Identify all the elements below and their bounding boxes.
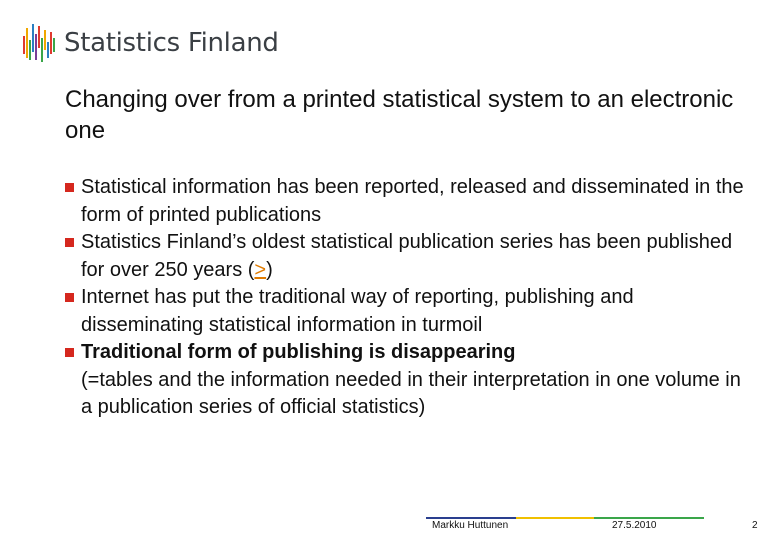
footer-date: 27.5.2010	[612, 520, 657, 531]
bullet-item	[65, 284, 755, 339]
bullet-text: Statistical information has been reported, released and disseminated in the form of printed publications	[81, 176, 744, 226]
statistics-finland-logo	[22, 22, 279, 64]
bullet-text: Internet has put the traditional way of reporting, publishing and disseminating statistical information in turmoil	[81, 286, 634, 336]
footer-rule-blue	[426, 517, 516, 519]
bullet-list	[65, 174, 755, 422]
bullet-text-end: )	[266, 258, 273, 281]
footer-rule-yellow	[516, 517, 594, 519]
slide-title: Changing over from a printed statistical system to an electronic one	[65, 86, 734, 144]
bullet-item	[65, 339, 755, 422]
bullet-item	[65, 229, 755, 284]
bullet-lead-text: Traditional form of publishing is disappearing	[81, 341, 516, 363]
bullet-square-icon	[65, 348, 74, 357]
bullet-square-icon	[65, 183, 74, 192]
bullet-text: Statistics Finland’s oldest statistical publication series has been published for over 250 years (	[81, 231, 733, 281]
footer-author: Markku Huttunen	[432, 520, 509, 531]
page-number: 2	[752, 520, 758, 531]
logo-wordmark: Statistics Finland	[64, 28, 279, 58]
footer-rule-green	[594, 517, 704, 519]
bullet-text: (=tables and the information needed in their interpretation in one volume in a publication series of official statistics)	[81, 368, 741, 418]
bullet-square-icon	[65, 293, 74, 302]
publication-series-link[interactable]: >	[254, 258, 267, 281]
bullet-square-icon	[65, 238, 74, 247]
logo-bars-icon	[22, 22, 58, 64]
bullet-item	[65, 174, 755, 229]
